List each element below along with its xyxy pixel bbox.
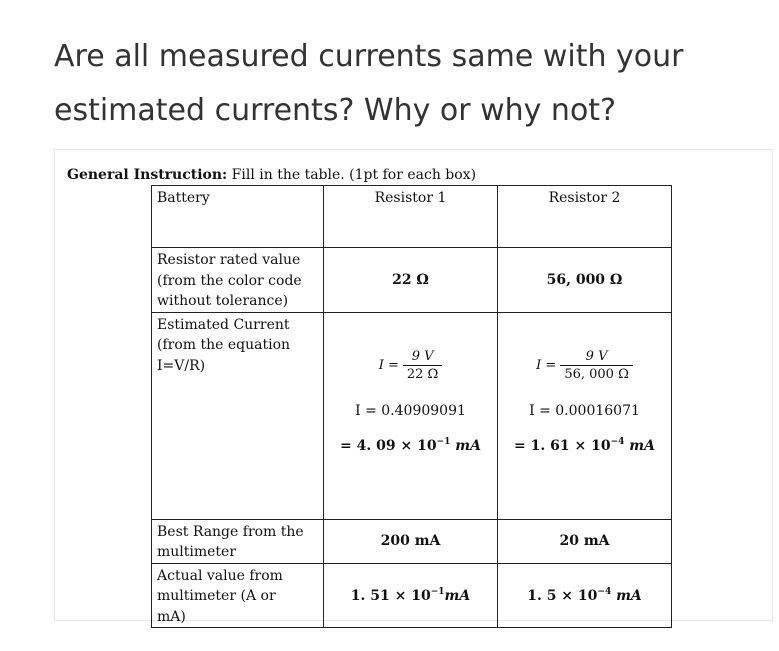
label-rated-value: Resistor rated value (from the color code without tolerance) xyxy=(152,248,324,313)
question-text xyxy=(54,30,754,138)
question-line-2: estimated currents? Why or why not? xyxy=(54,93,616,128)
table-row-estimated-current xyxy=(152,312,672,519)
best-range-r2: 20 mA xyxy=(498,519,672,563)
estimated-current-r2 xyxy=(498,312,672,519)
sci-r2: = 1. $61 \times 10^{-4}$ mA xyxy=(514,436,655,454)
header-row xyxy=(152,186,672,248)
sci-r1: = 4. $09 \times 10^{-1}$ mA xyxy=(340,436,481,454)
estimated-current-r1 xyxy=(324,312,498,519)
question-line-1: Are all measured currents same with your xyxy=(54,39,684,74)
actual-value-r1: 1. $51 \times 10^{-1}mA$ xyxy=(324,563,498,628)
data-table xyxy=(151,185,672,628)
instruction-line xyxy=(67,167,476,183)
equation-r2: I = $\frac{9 V}{56, 000 \Omega}$ xyxy=(498,349,671,383)
rated-value-r1: 22 Ω xyxy=(324,248,498,313)
result-r2: I = 0.00016071 xyxy=(529,402,640,419)
table-row-actual-value xyxy=(152,563,672,628)
label-estimated-current: Estimated Current (from the equation I=V/R) xyxy=(152,312,324,519)
result-r1: I = 0.40909091 xyxy=(355,402,466,419)
equation-r1: I = $\frac{9 V}{22 \Omega}$ xyxy=(324,349,497,383)
header-resistor-1: Resistor 1 xyxy=(324,186,498,248)
table-row-rated-value xyxy=(152,248,672,313)
label-best-range: Best Range from the multimeter xyxy=(152,519,324,563)
label-actual-value: Actual value from multimeter (A or mA) xyxy=(152,563,324,628)
table-row-best-range xyxy=(152,519,672,563)
instruction-text: Fill in the table. (1pt for each box) xyxy=(227,167,477,183)
actual-value-r2: 1. $5 \times 10^{-4}$ mA xyxy=(498,563,672,628)
table-image xyxy=(54,149,773,625)
rated-value-r2: 56, 000 Ω xyxy=(498,248,672,313)
header-resistor-2: Resistor 2 xyxy=(498,186,672,248)
header-battery: Battery xyxy=(152,186,324,248)
instruction-label: General Instruction: xyxy=(67,167,228,183)
best-range-r1: 200 mA xyxy=(324,519,498,563)
